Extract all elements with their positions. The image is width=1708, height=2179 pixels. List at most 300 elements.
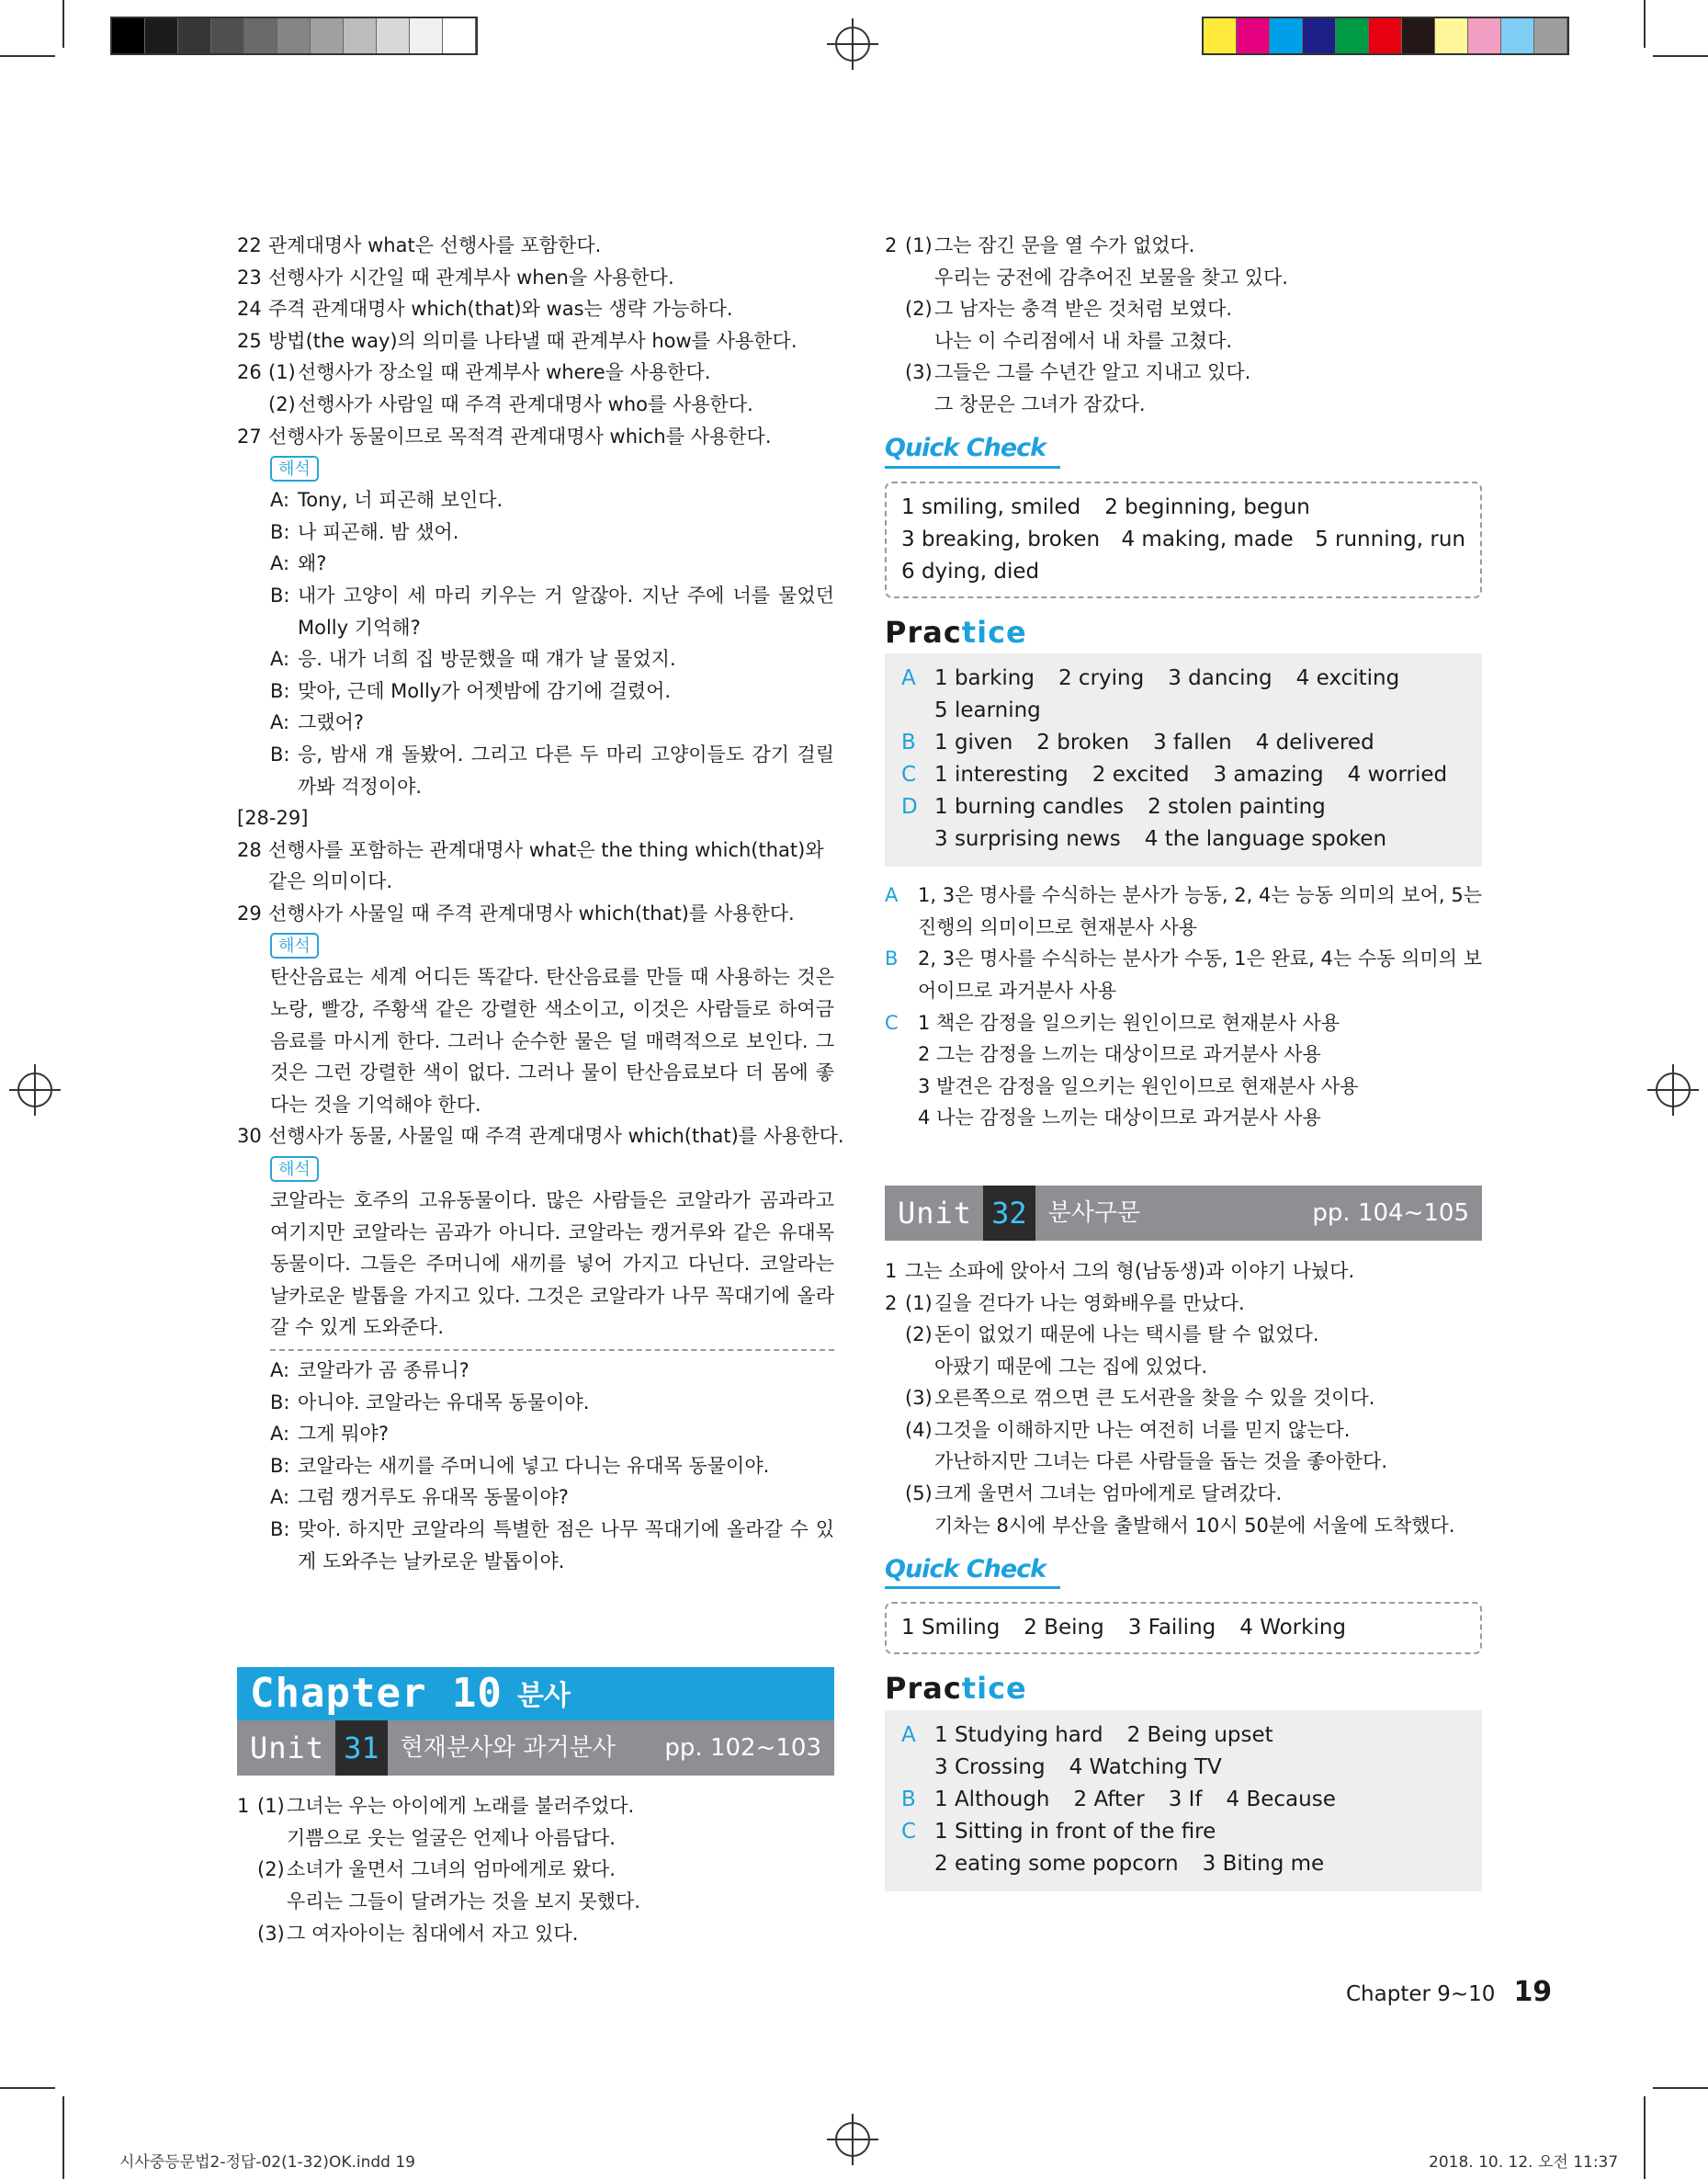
practice-answer: 3 Crossing xyxy=(934,1754,1046,1779)
sub-text: 그들은 그를 수년간 알고 지내고 있다. xyxy=(934,361,1251,384)
page-footer xyxy=(1346,1976,1552,2008)
quick-check-line xyxy=(901,492,1465,524)
quick-check-answer: 5 running, run xyxy=(1315,527,1465,551)
sub-answer-cont xyxy=(885,1351,1482,1383)
answer-item-28: 28 선행사를 포함하는 관계대명사 what은 the thing which(that)와 같은 의미이다. xyxy=(237,838,824,893)
sub-answer-cont xyxy=(885,1510,1482,1542)
sub-text: 우리는 그들이 달려가는 것을 보지 못했다. xyxy=(287,1890,640,1912)
gray-swatch xyxy=(145,18,178,53)
dialog-line xyxy=(270,580,834,643)
dialog-text: 아니야. 코알라는 유대목 동물이야. xyxy=(298,1390,590,1413)
item-number xyxy=(885,293,905,325)
sub-number: (5) xyxy=(905,1482,933,1505)
quick-check-answer: 2 Being xyxy=(1024,1616,1104,1640)
sub-answer-cont xyxy=(237,1886,834,1918)
gray-swatch xyxy=(410,18,443,53)
spacer xyxy=(1294,524,1315,556)
spacer xyxy=(1080,492,1104,524)
answer-list-22-25 xyxy=(237,230,834,357)
answer-item-26-2: (2) 선행사가 사람일 때 주격 관계대명사 who를 사용한다. xyxy=(268,392,753,415)
dialog-line xyxy=(270,739,834,802)
color-swatch xyxy=(1237,18,1270,53)
color-swatch xyxy=(1204,18,1237,53)
item-text: 방법(the way)의 의미를 나타낼 때 관계부사 how를 사용한다. xyxy=(268,329,797,352)
unit-32-item-2 xyxy=(885,1288,1482,1542)
item-number xyxy=(237,1918,257,1950)
sub-text: 그 창문은 그녀가 잠갔다. xyxy=(934,392,1146,415)
answer-item xyxy=(237,230,834,262)
spacer xyxy=(1179,1848,1203,1880)
dialog-line xyxy=(270,1355,834,1387)
spacer xyxy=(1069,759,1092,791)
item-number xyxy=(885,1414,905,1447)
color-swatch xyxy=(1501,18,1534,53)
sub-text: 그 남자는 충격 받은 것처럼 보였다. xyxy=(934,298,1233,321)
quick-check-answer: 3 Failing xyxy=(1127,1616,1216,1640)
practice-answer: 2 excited xyxy=(1092,763,1190,788)
speaker: B: xyxy=(270,1517,290,1540)
sub-number: (2) xyxy=(905,1323,933,1346)
practice-letter xyxy=(901,823,934,856)
unit-32-item-1: 1 그는 소파에 앉아서 그의 형(남동생)과 이야기 나눴다. xyxy=(885,1259,1355,1282)
spacer xyxy=(1203,1784,1227,1816)
quick-check-title: Quick Check xyxy=(885,1554,1060,1590)
item-number xyxy=(885,1319,905,1351)
explanation xyxy=(885,1102,1482,1134)
gray-swatch xyxy=(244,18,277,53)
practice-answer: 1 Although xyxy=(934,1787,1050,1811)
item-number xyxy=(885,1478,905,1510)
color-swatch xyxy=(1369,18,1402,53)
sub-text: 그 여자아이는 침대에서 자고 있다. xyxy=(287,1922,579,1945)
dialog-text: 왜? xyxy=(298,552,327,575)
dialog-line xyxy=(270,548,834,580)
practice-answer: 4 exciting xyxy=(1295,666,1400,691)
practice-answer: 2 crying xyxy=(1058,666,1145,691)
sub-number: (1) xyxy=(257,1795,285,1818)
translation-paragraph-30: 코알라는 호주의 고유동물이다. 많은 사람들은 코알라가 곰과라고 여기지만 코알라는 곰과가 아니다. 코알라는 캥거루와 같은 유대목 동물이다. 그들은 주머니에 새끼를 넣어 가지고 다닌다. 코알라는 날카로운 발톱을 가지고 있다. 그것은 코알라가 나무 꼭대기에 올라갈 수 있게 도와준다. xyxy=(270,1189,834,1339)
practice-answer-box xyxy=(885,1710,1482,1891)
unit-number: 31 xyxy=(335,1720,388,1776)
quick-check-heading xyxy=(885,1552,1482,1589)
practice-answer: 5 learning xyxy=(934,698,1041,723)
practice-line xyxy=(901,1784,1465,1816)
practice-answer: 4 delivered xyxy=(1255,731,1374,755)
speaker: A: xyxy=(270,1486,290,1509)
sub-text: 크게 울면서 그녀는 엄마에게로 달려갔다. xyxy=(934,1482,1283,1505)
unit-31-heading: Unit 31 현재분사와 과거분사 pp. 102~103 xyxy=(237,1720,834,1776)
spacer xyxy=(1035,663,1058,695)
practice-line xyxy=(901,823,1465,856)
gray-swatch xyxy=(211,18,244,53)
color-swatch xyxy=(1468,18,1501,53)
chapter-label: Chapter 10 xyxy=(250,1669,503,1717)
unit-number: 32 xyxy=(983,1186,1035,1241)
sub-number: (3) xyxy=(905,361,933,384)
quick-check-heading xyxy=(885,432,1482,469)
color-swatch xyxy=(1402,18,1435,53)
sub-text: 돈이 없었기 때문에 나는 택시를 탈 수 없었다. xyxy=(934,1323,1319,1346)
practice-answer: 4 Because xyxy=(1226,1787,1336,1811)
spacer xyxy=(1000,1612,1024,1644)
quick-check-line xyxy=(901,1612,1465,1644)
explanation xyxy=(885,1038,1482,1071)
chapter-title: 분사 xyxy=(516,1679,571,1712)
explanation-letter: A xyxy=(885,884,899,907)
right-column xyxy=(885,230,1482,1891)
practice-line xyxy=(901,695,1465,727)
crop-mark xyxy=(0,2087,55,2089)
speaker: B: xyxy=(270,743,290,766)
sub-number: (2) xyxy=(257,1858,285,1881)
answer-item-2 xyxy=(885,230,1482,421)
item-number xyxy=(885,1382,905,1414)
dialog-text: 내가 고양이 세 마리 키우는 거 알잖아. 지난 주에 너를 물었던 Molly 기억해? xyxy=(298,584,834,639)
dialog-text: 맞아. 하지만 코알라의 특별한 점은 나무 꼭대기에 올라갈 수 있게 도와주는 날카로운 발톱이야. xyxy=(298,1517,834,1572)
explanation xyxy=(885,943,1482,1006)
crop-mark xyxy=(62,2096,64,2179)
unit-pages: pp. 102~103 xyxy=(664,1733,821,1762)
sub-answer xyxy=(885,1414,1482,1447)
sub-text: 기차는 8시에 부산을 출발해서 10시 50분에 서울에 도착했다. xyxy=(934,1514,1455,1537)
sub-text: 소녀가 울면서 그녀의 엄마에게로 왔다. xyxy=(287,1858,616,1881)
color-swatch xyxy=(1336,18,1369,53)
practice-heading: Practice xyxy=(885,1671,1027,1707)
practice-line xyxy=(901,663,1465,695)
practice-line xyxy=(901,791,1465,823)
sub-answer xyxy=(885,1319,1482,1351)
speaker: B: xyxy=(270,1454,290,1477)
practice-answer: 1 barking xyxy=(934,666,1035,691)
dialog-line xyxy=(270,1481,834,1514)
dialog-line xyxy=(270,516,834,549)
explanation xyxy=(885,1071,1482,1103)
gray-swatch xyxy=(112,18,145,53)
color-swatch xyxy=(1435,18,1468,53)
registration-target-icon xyxy=(9,1064,61,1116)
sub-answer-cont xyxy=(237,1822,834,1855)
spacer xyxy=(1012,727,1036,759)
unit-title: 현재분사와 과거분사 xyxy=(400,1733,616,1762)
spacer xyxy=(1144,663,1168,695)
chapter-heading xyxy=(237,1667,834,1720)
practice-answer: 3 fallen xyxy=(1153,731,1232,755)
item-number: 1 xyxy=(237,1795,250,1818)
spacer xyxy=(1050,1784,1074,1816)
unit-32-heading: Unit 32 분사구문 pp. 104~105 xyxy=(885,1186,1482,1241)
registration-target-icon xyxy=(827,2114,878,2165)
sub-text: 우리는 궁전에 감추어진 보물을 찾고 있다. xyxy=(934,266,1288,289)
slug-date: 2018. 10. 12. 오전 11:37 xyxy=(1429,2153,1619,2172)
speaker: B: xyxy=(270,679,290,702)
gray-swatch xyxy=(311,18,344,53)
color-swatch xyxy=(1270,18,1303,53)
practice-answer: 1 burning candles xyxy=(934,795,1125,820)
question-range: [28-29] xyxy=(237,807,309,830)
unit-pages: pp. 104~105 xyxy=(1312,1198,1469,1227)
quick-check-line xyxy=(901,524,1465,556)
gray-swatch xyxy=(178,18,211,53)
speaker: B: xyxy=(270,520,290,543)
sub-answer-cont xyxy=(885,1446,1482,1478)
practice-letter: B xyxy=(901,1787,916,1811)
spacer xyxy=(1324,759,1348,791)
practice-answer: 3 surprising news xyxy=(934,827,1121,852)
sub-answer xyxy=(885,357,1482,389)
crop-mark xyxy=(1644,0,1646,48)
unit-31-answers xyxy=(237,1790,834,1949)
practice-letter: B xyxy=(901,731,916,755)
registration-target-icon xyxy=(1647,1064,1699,1116)
dialog-translation-27 xyxy=(237,484,834,802)
practice-answer-box xyxy=(885,653,1482,867)
practice-letter: A xyxy=(901,666,916,691)
unit-title: 분사구문 xyxy=(1047,1198,1141,1227)
dialog-text: 코알라는 새끼를 주머니에 넣고 다니는 유대목 동물이야. xyxy=(298,1454,770,1477)
practice-line xyxy=(901,727,1465,759)
sub-number: (2) xyxy=(905,298,933,321)
practice-answer: 4 worried xyxy=(1347,763,1448,788)
gray-swatch xyxy=(377,18,410,53)
sub-number: (4) xyxy=(905,1418,933,1441)
sub-text: 그녀는 우는 아이에게 노래를 불러주었다. xyxy=(287,1795,635,1818)
practice-letter xyxy=(901,695,934,727)
dialog-line xyxy=(270,1418,834,1450)
grayscale-color-bar xyxy=(110,17,478,55)
explanation-letter xyxy=(885,1071,918,1103)
sub-number: (3) xyxy=(257,1922,285,1945)
sub-answer xyxy=(237,1854,834,1886)
crop-mark xyxy=(1644,2096,1646,2179)
item-text: 관계대명사 what은 선행사를 포함한다. xyxy=(268,234,602,256)
practice-letter: C xyxy=(901,763,917,788)
item-number: 22 xyxy=(237,234,262,256)
spacer xyxy=(1145,1784,1169,1816)
registration-target-icon xyxy=(827,18,878,70)
spacer xyxy=(1103,1719,1127,1752)
dialog-line xyxy=(270,1387,834,1419)
quick-check-answer: 6 dying, died xyxy=(901,559,1040,584)
dialog-line xyxy=(270,675,834,708)
practice-line xyxy=(901,1848,1465,1880)
dialog-text: 응, 밤새 걔 돌봤어. 그리고 다른 두 마리 고양이들도 감기 걸릴까봐 걱정이야. xyxy=(298,743,834,798)
explanation-text: 2, 3은 명사를 수식하는 분사가 수동, 1은 완료, 4는 수동 의미의 보어이므로 과거분사 사용 xyxy=(918,948,1482,1002)
explanation-letter xyxy=(885,1038,918,1071)
item-text: 선행사가 시간일 때 관계부사 when을 사용한다. xyxy=(268,266,674,289)
dialog-text: 응. 내가 너희 집 방문했을 때 걔가 날 물었지. xyxy=(298,648,676,671)
practice-letter xyxy=(901,1848,934,1880)
practice-answer: 3 dancing xyxy=(1168,666,1273,691)
sub-text: 아팠기 때문에 그는 집에 있었다. xyxy=(934,1355,1208,1378)
practice-answer: 4 Watching TV xyxy=(1069,1754,1222,1779)
gray-swatch xyxy=(277,18,311,53)
dialog-line xyxy=(270,1514,834,1577)
sub-text: 가난하지만 그녀는 다른 사람들을 돕는 것을 좋아한다. xyxy=(934,1450,1388,1473)
dialog-line xyxy=(270,643,834,675)
sub-answer xyxy=(885,1288,1482,1320)
dialog-text: 그랬어? xyxy=(298,711,365,734)
crop-mark xyxy=(1653,55,1708,57)
spacer xyxy=(1273,663,1296,695)
item-number xyxy=(885,357,905,389)
explanation-text: 2 그는 감정을 느끼는 대상이므로 과거분사 사용 xyxy=(918,1043,1321,1066)
crop-mark xyxy=(62,0,64,48)
spacer xyxy=(1129,727,1153,759)
practice-answer: 4 the language spoken xyxy=(1144,827,1387,852)
dialog-line xyxy=(270,484,834,516)
practice-letter: D xyxy=(901,795,918,820)
speaker: A: xyxy=(270,552,290,575)
translation-badge: 해석 xyxy=(270,456,319,482)
dialog-text: 그럼 캥거루도 유대목 동물이야? xyxy=(298,1486,569,1509)
explanation-text: 1, 3은 명사를 수식하는 분사가 능동, 2, 4는 능동 의미의 보어, 5는 진행의 의미이므로 현재분사 사용 xyxy=(918,884,1482,938)
item-number xyxy=(237,1854,257,1886)
practice-answer: 1 Sitting in front of the fire xyxy=(934,1819,1216,1844)
color-swatch xyxy=(1303,18,1336,53)
explanation-text: 1 책은 감정을 일으키는 원인이므로 현재분사 사용 xyxy=(918,1011,1340,1034)
sub-answer-cont xyxy=(885,389,1482,421)
quick-check-title: Quick Check xyxy=(885,433,1060,469)
practice-line xyxy=(901,1719,1465,1752)
explanation-text: 4 나는 감정을 느끼는 대상이므로 과거분사 사용 xyxy=(918,1107,1321,1129)
speaker: A: xyxy=(270,711,290,734)
sub-answer xyxy=(885,1382,1482,1414)
sub-answer xyxy=(885,230,1482,262)
gray-swatch xyxy=(344,18,377,53)
practice-answer: 1 given xyxy=(934,731,1013,755)
sub-number: (1) xyxy=(905,1291,933,1314)
practice-answer: 2 eating some popcorn xyxy=(934,1851,1179,1876)
answer-item-27: 27 선행사가 동물이므로 목적격 관계대명사 which를 사용한다. xyxy=(237,425,772,448)
translation-paragraph-29: 탄산음료는 세계 어디든 똑같다. 탄산음료를 만들 때 사용하는 것은 노랑, 빨강, 주황색 같은 강렬한 색소이고, 이것은 사람들로 하여금 음료를 마시게 한다. 그러나 순수한 물은 덜 매력적으로 보인다. 그것은 그런 강렬한 색이 없다. 그러나 물이 탄산음료보다 더 몸에 좋다는 것을 기억해야 한다. xyxy=(270,966,834,1116)
practice-letter xyxy=(901,1752,934,1784)
dialog-line xyxy=(270,707,834,739)
spacer xyxy=(1104,1612,1128,1644)
item-number: 2 xyxy=(885,1291,898,1314)
item-text: 주격 관계대명사 which(that)와 was는 생략 가능하다. xyxy=(268,298,733,321)
practice-letter: C xyxy=(901,1819,917,1844)
explanation-letter xyxy=(885,1102,918,1134)
speaker: B: xyxy=(270,584,290,607)
quick-check-answer: 4 making, made xyxy=(1121,527,1294,551)
dialog-text: 그게 뭐야? xyxy=(298,1423,389,1446)
sub-text: 오른쪽으로 꺾으면 큰 도서관을 찾을 수 있을 것이다. xyxy=(934,1387,1375,1410)
practice-explanations xyxy=(885,880,1482,1134)
answer-item-30: 30 선행사가 동물, 사물일 때 주격 관계대명사 which(that)를 사용한다. xyxy=(237,1125,844,1148)
gray-swatch xyxy=(443,18,476,53)
explanation-text: 3 발견은 감정을 일으키는 원인이므로 현재분사 사용 xyxy=(918,1074,1359,1097)
practice-line xyxy=(901,1816,1465,1848)
practice-answer: 2 broken xyxy=(1036,731,1130,755)
quick-check-box xyxy=(885,482,1482,598)
dialog-text: 맞아, 근데 Molly가 어젯밤에 감기에 걸렸어. xyxy=(298,679,672,702)
dashed-divider xyxy=(270,1349,834,1351)
explanation-letter: B xyxy=(885,948,899,970)
dialog-translation-30 xyxy=(237,1355,834,1577)
practice-answer: 3 amazing xyxy=(1213,763,1324,788)
speaker: A: xyxy=(270,489,290,512)
page-number: 19 xyxy=(1513,1976,1553,2008)
sub-text: 그것을 이해하지만 나는 여전히 너를 믿지 않는다. xyxy=(934,1418,1351,1441)
sub-answer xyxy=(885,1478,1482,1510)
practice-letter: A xyxy=(901,1722,916,1747)
practice-answer: 1 interesting xyxy=(934,763,1069,788)
answer-item xyxy=(237,293,834,325)
practice-line xyxy=(901,1752,1465,1784)
color-swatch xyxy=(1534,18,1567,53)
sub-number: (1) xyxy=(905,234,933,256)
spacer xyxy=(1216,1612,1239,1644)
speaker: A: xyxy=(270,1359,290,1381)
sub-answer xyxy=(237,1918,834,1950)
quick-check-answer: 1 Smiling xyxy=(901,1616,1001,1640)
footer-chapter-range: Chapter 9~10 xyxy=(1346,1982,1496,2006)
quick-check-answer: 4 Working xyxy=(1239,1616,1347,1640)
answer-item-26: 26 (1) 선행사가 장소일 때 관계부사 where을 사용한다. xyxy=(237,361,711,384)
answer-item xyxy=(237,262,834,294)
answer-item xyxy=(237,325,834,357)
sub-text: 길을 걷다가 나는 영화배우를 만났다. xyxy=(934,1291,1245,1314)
sub-text: 기쁨으로 웃는 얼굴은 언제나 아름답다. xyxy=(287,1826,616,1849)
quick-check-answer: 2 beginning, begun xyxy=(1104,494,1310,519)
quick-check-answer: 1 smiling, smiled xyxy=(901,494,1081,519)
spacer xyxy=(1046,1752,1069,1784)
spacer xyxy=(1100,524,1121,556)
practice-line xyxy=(901,759,1465,791)
speaker: A: xyxy=(270,1423,290,1446)
item-number: 23 xyxy=(237,266,262,289)
dialog-line xyxy=(270,1450,834,1482)
dialog-text: Tony, 너 피곤해 보인다. xyxy=(298,489,503,512)
sub-answer-cont xyxy=(885,262,1482,294)
answer-item-29: 29 선행사가 사물일 때 주격 관계대명사 which(that)를 사용한다. xyxy=(237,902,795,925)
spacer xyxy=(1189,759,1213,791)
quick-check-answer: 3 breaking, broken xyxy=(901,527,1101,551)
dialog-text: 코알라가 곰 종류니? xyxy=(298,1359,469,1381)
process-color-bar xyxy=(1202,17,1569,55)
sub-answer xyxy=(885,293,1482,325)
practice-answer: 3 If xyxy=(1168,1787,1203,1811)
crop-mark xyxy=(0,55,55,57)
explanation xyxy=(885,1007,1482,1039)
sub-answer xyxy=(237,1790,834,1822)
translation-badge: 해석 xyxy=(270,1156,319,1182)
spacer xyxy=(1124,791,1148,823)
practice-answer: 3 Biting me xyxy=(1202,1851,1325,1876)
item-number: 2 xyxy=(885,234,898,256)
spacer xyxy=(1121,823,1145,856)
slug-filename: 시사중등문법2-정답-02(1-32)OK.indd 19 xyxy=(119,2153,415,2172)
sub-answer-cont xyxy=(885,325,1482,357)
dialog-text: 나 피곤해. 밤 샜어. xyxy=(298,520,459,543)
sub-number: (3) xyxy=(905,1387,933,1410)
practice-answer: 2 Being upset xyxy=(1126,1722,1273,1747)
practice-answer: 1 Studying hard xyxy=(934,1722,1103,1747)
quick-check-line xyxy=(901,556,1465,588)
practice-answer: 2 After xyxy=(1073,1787,1145,1811)
practice-answer: 2 stolen painting xyxy=(1148,795,1326,820)
practice-heading: Practice xyxy=(885,614,1027,650)
sub-text: 그는 잠긴 문을 열 수가 없었다. xyxy=(934,234,1195,256)
item-number: 25 xyxy=(237,329,262,352)
item-number: 24 xyxy=(237,298,262,321)
speaker: A: xyxy=(270,648,290,671)
crop-mark xyxy=(1653,2087,1708,2089)
quick-check-box xyxy=(885,1602,1482,1654)
translation-badge: 해석 xyxy=(270,933,319,959)
explanation-letter: C xyxy=(885,1011,899,1034)
speaker: B: xyxy=(270,1390,290,1413)
